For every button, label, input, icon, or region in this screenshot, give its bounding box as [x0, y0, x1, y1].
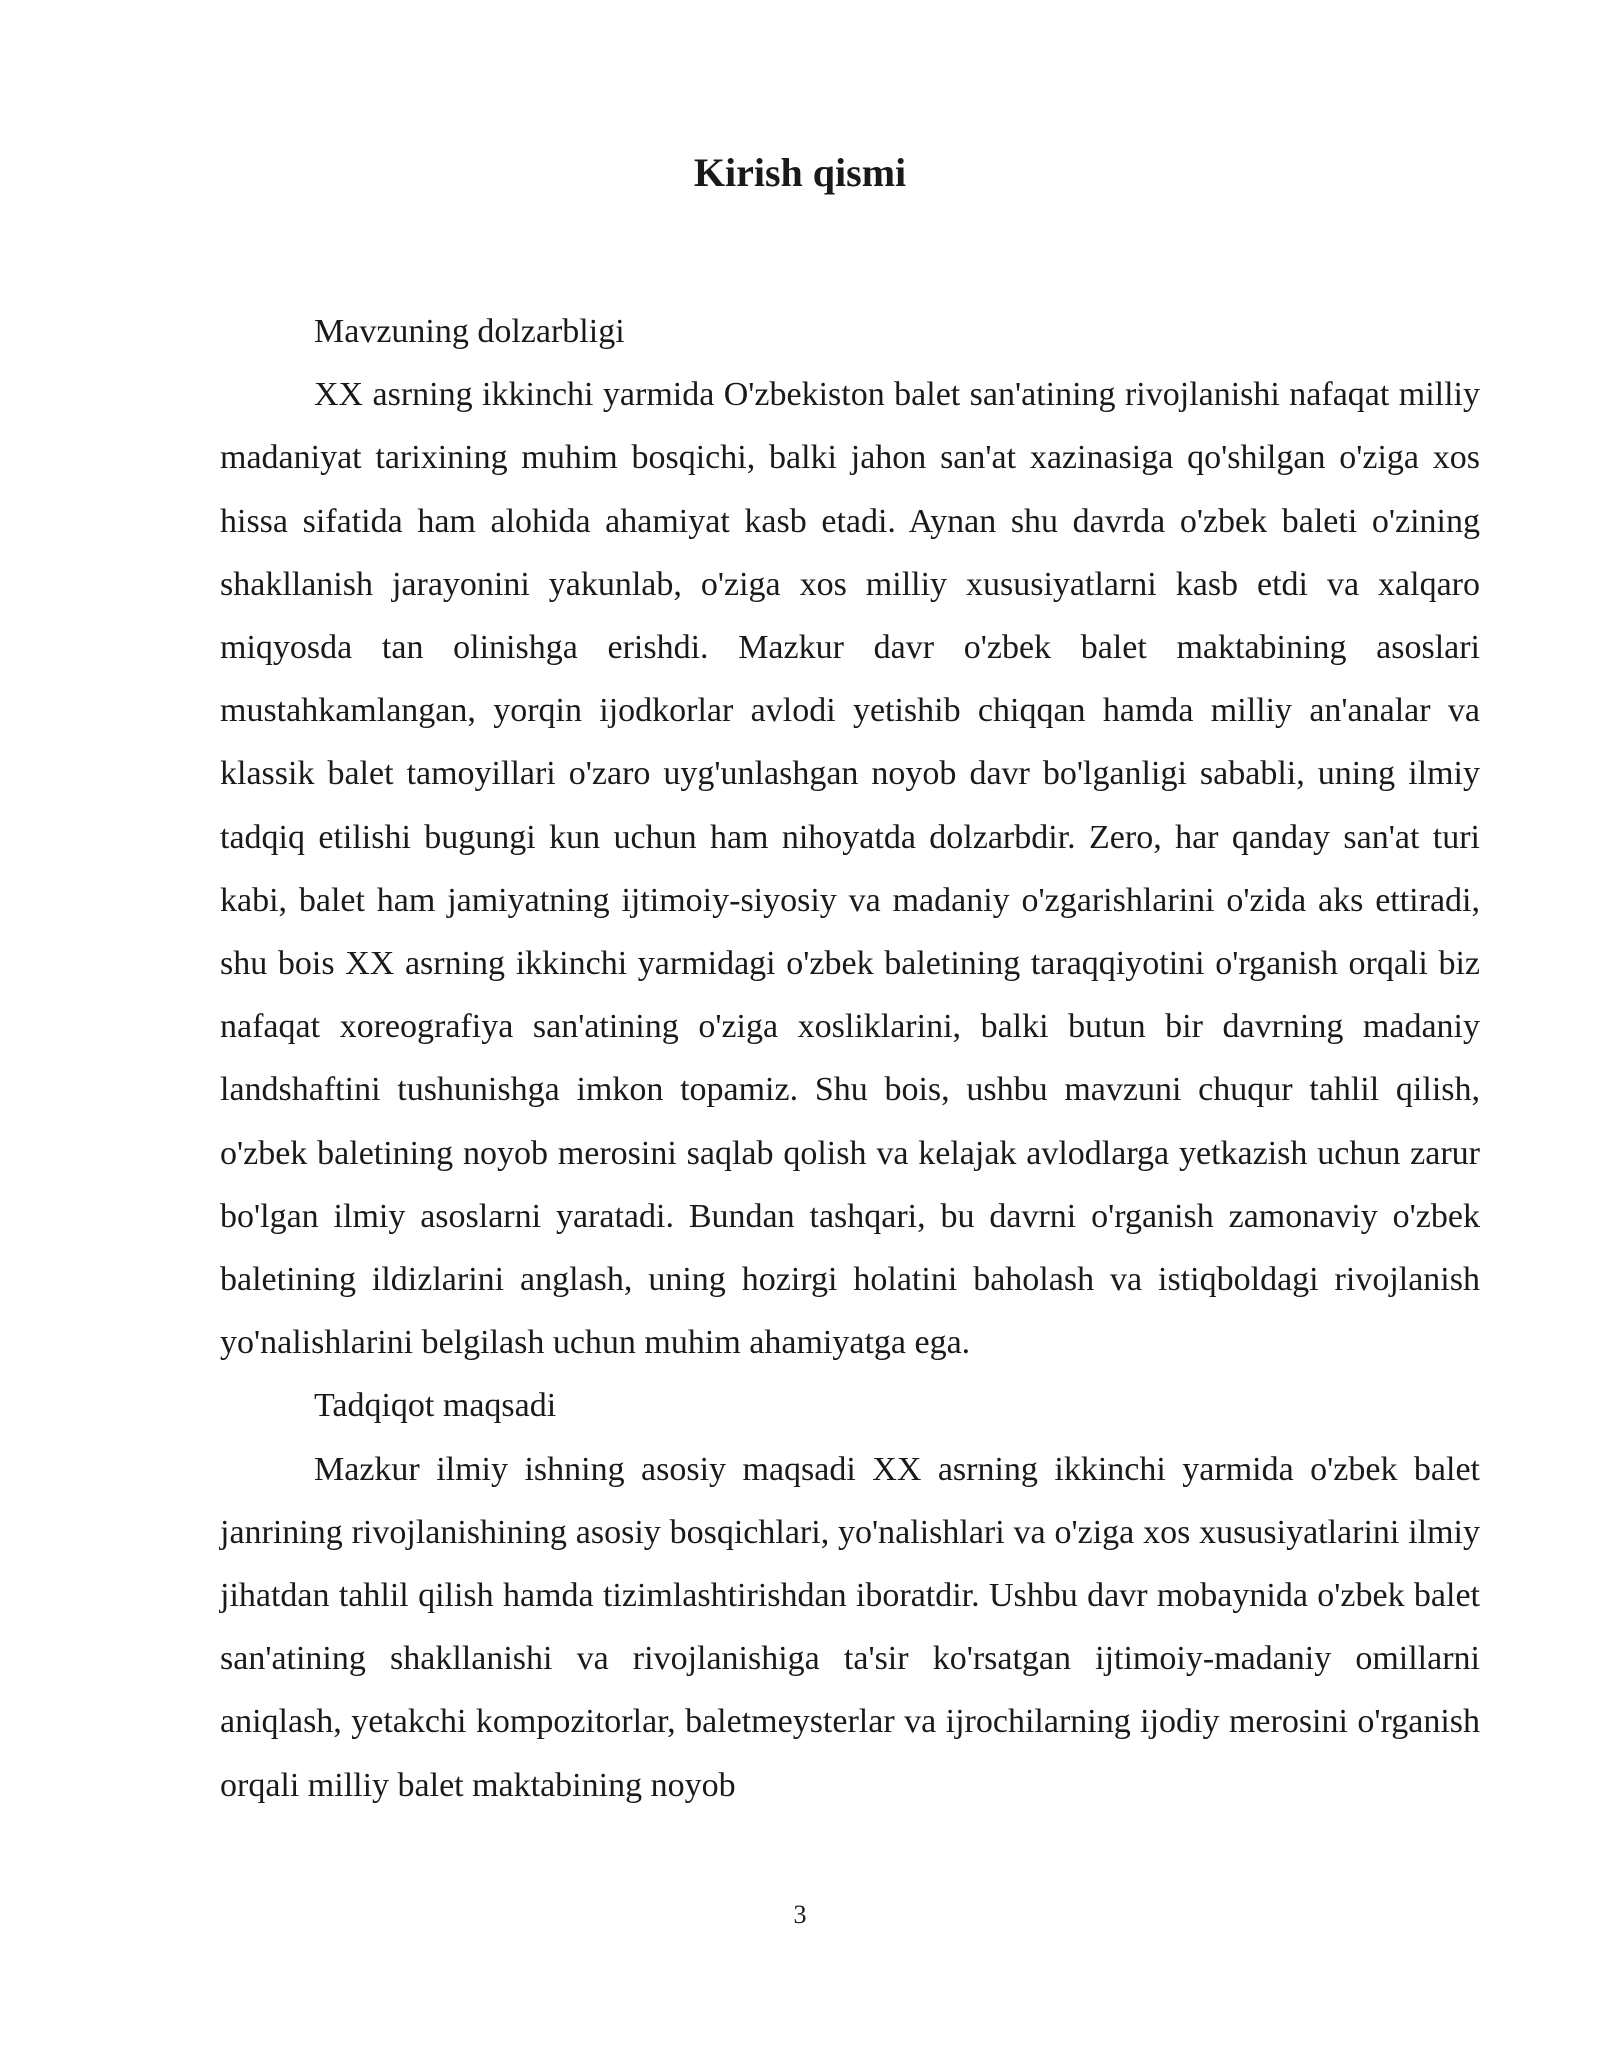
body-paragraph: Mazkur ilmiy ishning asosiy maqsadi XX asrning ikkinchi yarmida o'zbek balet janrining rivojlanishining asosiy bosqichlari, yo'nalishlari va o'ziga xos xususiyatlarini ilmiy jihatdan tahlil qilish hamda tizimlashtirishdan iboratdir. Ushbu davr mobaynida o'zbek balet san'atining shakllanishi va rivojlanishiga ta'sir ko'rsatgan ijtimoiy-madaniy omillarni aniqlash, yetakchi kompozitorlar, baletmeysterlar va ijrochilarning ijodiy merosini o'rganish orqali milliy balet maktabining noyob	[220, 1450, 1480, 1804]
section-heading: Tadqiqot maqsadi	[314, 1387, 557, 1425]
page-number: 3	[793, 1900, 807, 1929]
section-heading: Mavzuning dolzarbligi	[314, 313, 625, 350]
page-title: Kirish qismi	[693, 150, 907, 195]
body-paragraph: XX asrning ikkinchi yarmida O'zbekiston balet san'atining rivojlanishi nafaqat milliy madaniyat tarixining muhim bosqichi, balki jahon san'at xazinasiga qo'shilgan o'ziga xos hissa sifatida ham alohida ahamiyat kasb etadi. Aynan shu davrda o'zbek baleti o'zining shakllanish jarayonini yakunlab, o'ziga xos milliy xususiyatlarni kasb etdi va xalqaro miqyosda tan olinishga erishdi. Mazkur davr o'zbek balet maktabining asoslari mustahkamlangan, yorqin ijodkorlar avlodi yetishib chiqqan hamda milliy an'analar va klassik balet tamoyillari o'zaro uyg'unlashgan noyob davr bo'lganligi sababli, uning ilmiy tadqiq etilishi bugungi kun uchun ham nihoyatda dolzarbdir. Zero, har qanday san'at turi kabi, balet ham jamiyatning ijtimoiy-siyosiy va madaniy o'zgarishlarini o'zida aks ettiradi, shu bois XX asrning ikkinchi yarmidagi o'zbek baletining taraqqiyotini o'rganish orqali biz nafaqat xoreografiya san'atining o'ziga xosliklarini, balki butun bir davrning madaniy landshaftini tushunishga imkon topamiz. Shu bois, ushbu mavzuni chuqur tahlil qilish, o'zbek baletining noyob merosini saqlab qolish va kelajak avlodlarga yetkazish uchun zarur bo'lgan ilmiy asoslarni yaratadi. Bundan tashqari, bu davrni o'rganish zamonaviy o'zbek baletining ildizlarini anglash, uning hozirgi holatini baholash va istiqboldagi rivojlanish yo'nalishlarini belgilash uchun muhim ahamiyatga ega.	[220, 376, 1480, 1362]
document-body	[220, 300, 1480, 1817]
